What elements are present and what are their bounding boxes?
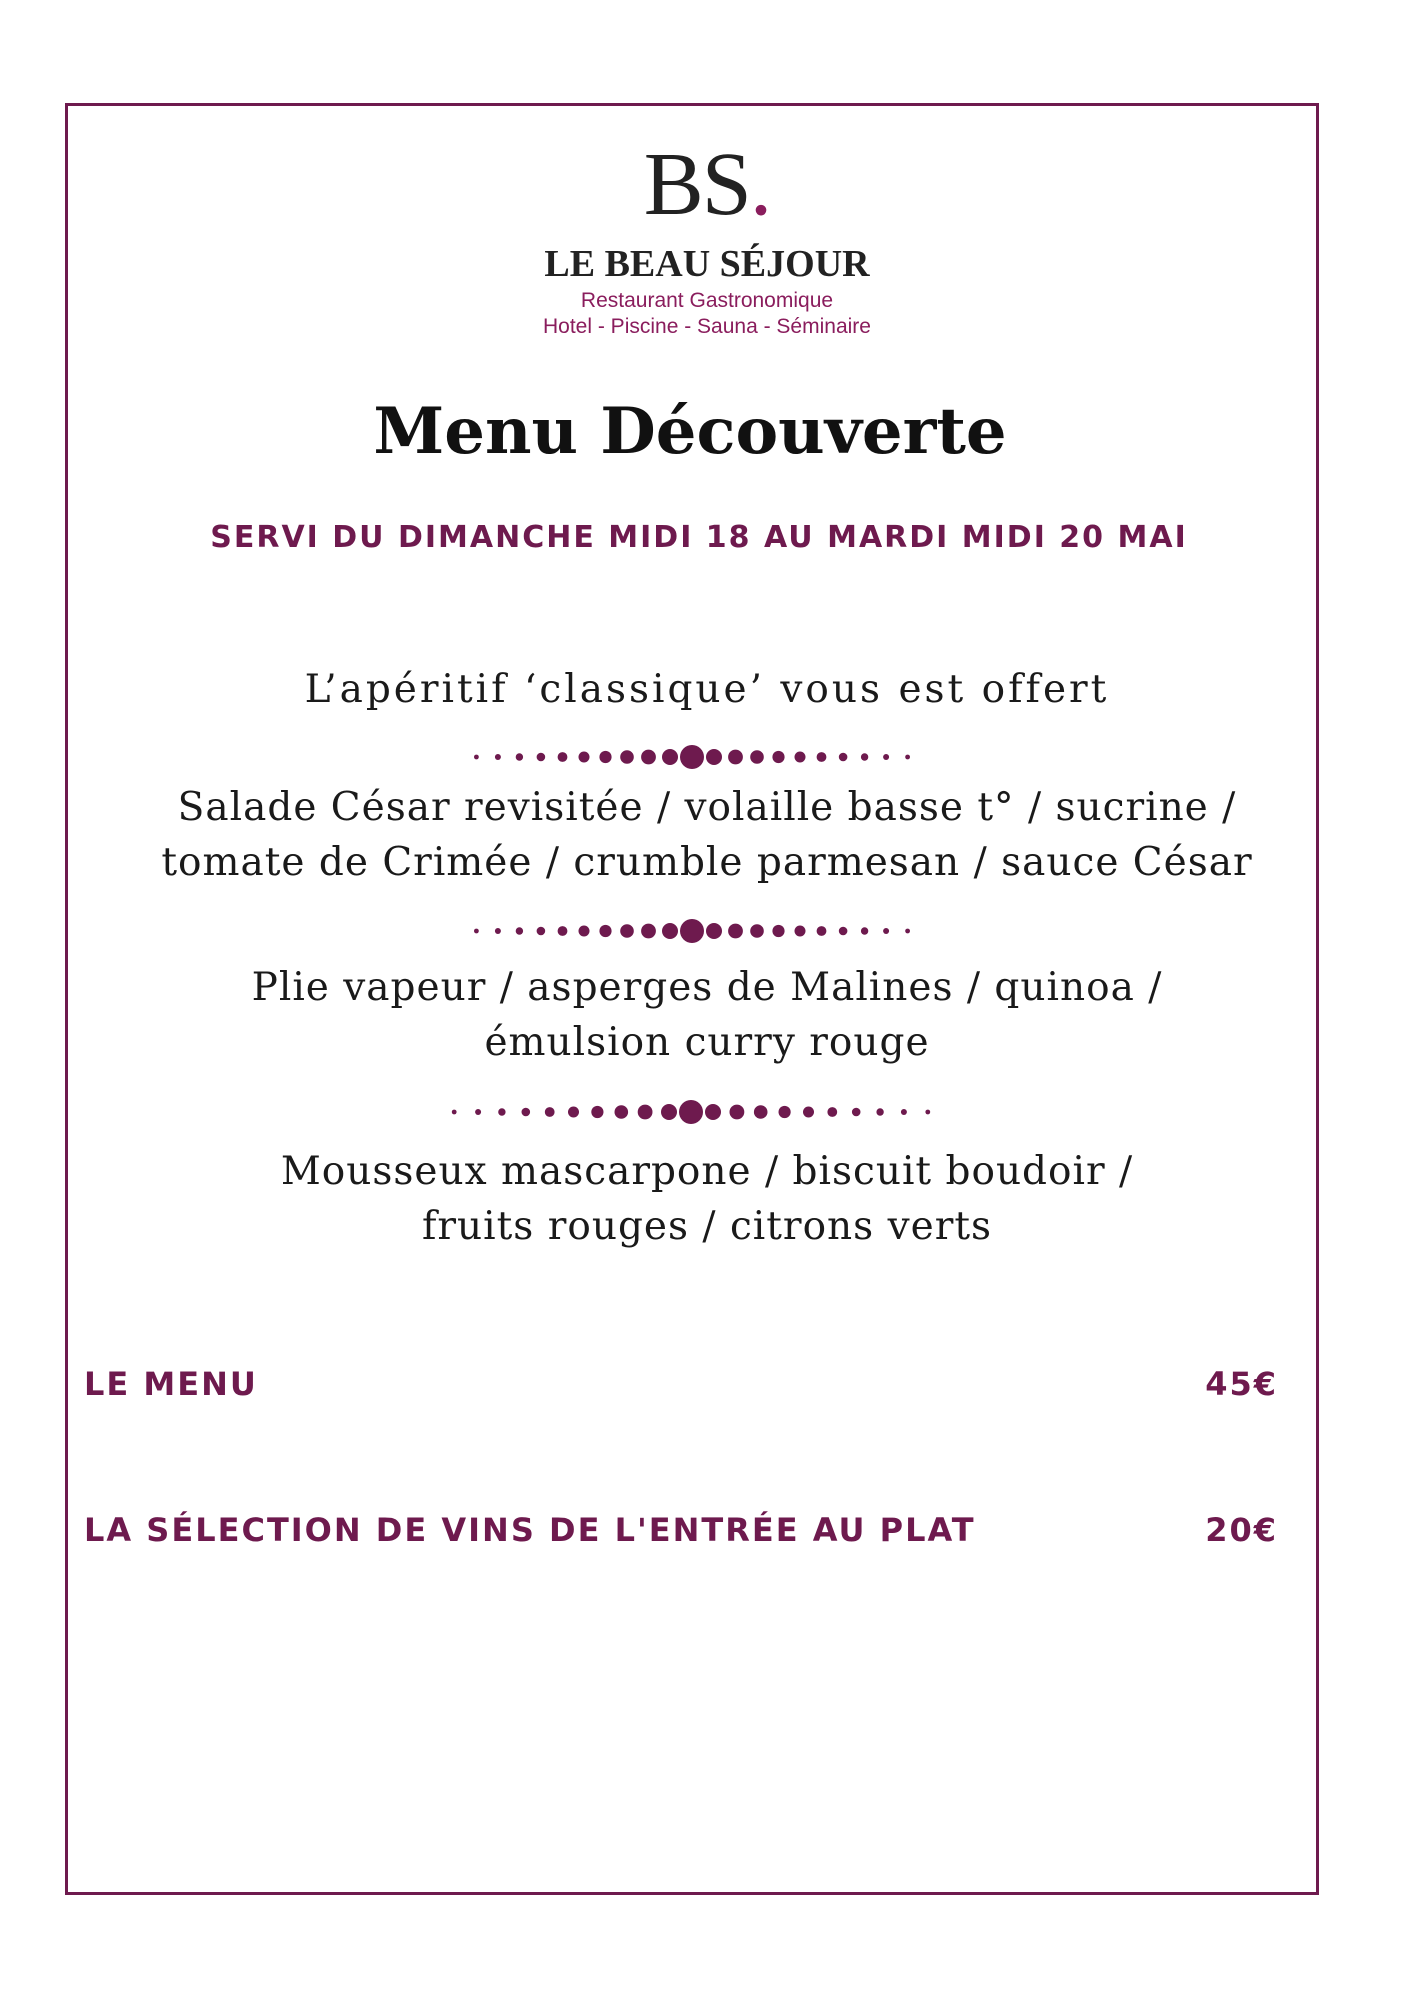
divider-dot xyxy=(568,1107,579,1118)
course-starter-line1: Salade César revisitée / volaille basse t° / sucrine / xyxy=(177,785,1237,830)
divider-dot xyxy=(839,753,848,762)
divider-dot xyxy=(905,929,910,934)
aperitif-line: L’apéritif ‘classique’ vous est offert xyxy=(304,667,1110,712)
divider-dot xyxy=(901,1109,907,1115)
price-label-menu: LE MENU xyxy=(84,1365,258,1403)
divider-dot xyxy=(680,745,704,769)
divider-dot xyxy=(522,1108,531,1117)
divider-dot xyxy=(620,750,634,764)
divider-dot xyxy=(750,750,764,764)
divider-dot xyxy=(537,753,546,762)
divider-dot xyxy=(883,754,889,760)
divider-dot xyxy=(495,928,501,934)
divider-dot xyxy=(495,754,501,760)
divider-dot xyxy=(661,1104,677,1120)
divider-dot xyxy=(839,927,848,936)
divider-dot xyxy=(679,1100,703,1124)
divider-dot xyxy=(620,924,634,938)
divider-dot xyxy=(662,923,678,939)
divider-dot xyxy=(905,755,910,760)
divider-dot xyxy=(474,929,479,934)
divider-dot xyxy=(474,755,479,760)
divider-dot xyxy=(795,752,806,763)
divider-dot xyxy=(728,924,743,939)
divider-dot xyxy=(705,1104,721,1120)
price-value-wines: 20€ xyxy=(1205,1511,1278,1549)
course-dessert-line2: fruits rouges / citrons verts xyxy=(421,1204,993,1249)
brand-subtitle-services: Hotel - Piscine - Sauna - Séminaire xyxy=(543,315,871,338)
divider-dot xyxy=(579,926,590,937)
divider-dot xyxy=(615,1105,629,1119)
divider-dot xyxy=(638,1105,653,1120)
divider-dot xyxy=(558,752,568,762)
divider-dot xyxy=(772,751,784,763)
course-starter xyxy=(0,780,1414,890)
dot-divider-2 xyxy=(452,916,932,946)
divider-dot xyxy=(452,1110,457,1115)
divider-dot xyxy=(925,1110,930,1115)
course-dessert xyxy=(0,1144,1414,1254)
dot-divider-1 xyxy=(452,742,932,772)
brand-name: LE BEAU SÉJOUR xyxy=(544,243,870,285)
divider-dot xyxy=(591,1106,603,1118)
course-starter-line2: tomate de Crimée / crumble parmesan / sauce César xyxy=(161,840,1253,885)
divider-dot xyxy=(680,919,704,943)
menu-title: Menu Découverte xyxy=(373,394,1007,469)
divider-dot xyxy=(558,926,568,936)
divider-dot xyxy=(662,749,678,765)
divider-dot xyxy=(706,923,722,939)
divider-dot xyxy=(861,753,868,760)
divider-dot xyxy=(861,927,868,934)
divider-dot xyxy=(795,926,806,937)
divider-dot xyxy=(730,1105,745,1120)
brand-subtitle-restaurant: Restaurant Gastronomique xyxy=(580,289,834,312)
divider-dot xyxy=(750,924,764,938)
course-main xyxy=(0,960,1414,1070)
divider-dot xyxy=(883,928,889,934)
divider-dot xyxy=(641,924,656,939)
divider-dot xyxy=(545,1107,555,1117)
logo-mark-dot: . xyxy=(749,135,771,234)
divider-dot xyxy=(772,925,784,937)
divider-dot xyxy=(852,1108,861,1117)
course-main-line2: émulsion curry rouge xyxy=(484,1020,930,1065)
divider-dot xyxy=(516,753,523,760)
dot-divider-3 xyxy=(426,1097,956,1127)
divider-dot xyxy=(706,749,722,765)
divider-dot xyxy=(516,927,523,934)
divider-dot xyxy=(579,752,590,763)
divider-dot xyxy=(728,750,743,765)
price-label-wines: LA SÉLECTION DE VINS DE L'ENTRÉE AU PLAT xyxy=(84,1511,976,1549)
divider-dot xyxy=(599,751,611,763)
served-dates: SERVI DU DIMANCHE MIDI 18 AU MARDI MIDI 20 MAI xyxy=(210,520,1188,555)
divider-dot xyxy=(475,1109,481,1115)
logo-mark-letters: BS xyxy=(643,135,750,234)
divider-dot xyxy=(779,1106,791,1118)
course-main-line1: Plie vapeur / asperges de Malines / quinoa / xyxy=(251,965,1163,1010)
price-value-menu: 45€ xyxy=(1205,1365,1278,1403)
divider-dot xyxy=(498,1108,505,1115)
divider-dot xyxy=(827,1107,837,1117)
divider-dot xyxy=(599,925,611,937)
divider-dot xyxy=(641,750,656,765)
divider-dot xyxy=(876,1108,883,1115)
divider-dot xyxy=(817,752,827,762)
divider-dot xyxy=(754,1105,768,1119)
course-dessert-line1: Mousseux mascarpone / biscuit boudoir / xyxy=(280,1149,1134,1194)
divider-dot xyxy=(537,927,546,936)
divider-dot xyxy=(817,926,827,936)
divider-dot xyxy=(803,1107,814,1118)
logo-mark xyxy=(0,135,1414,234)
